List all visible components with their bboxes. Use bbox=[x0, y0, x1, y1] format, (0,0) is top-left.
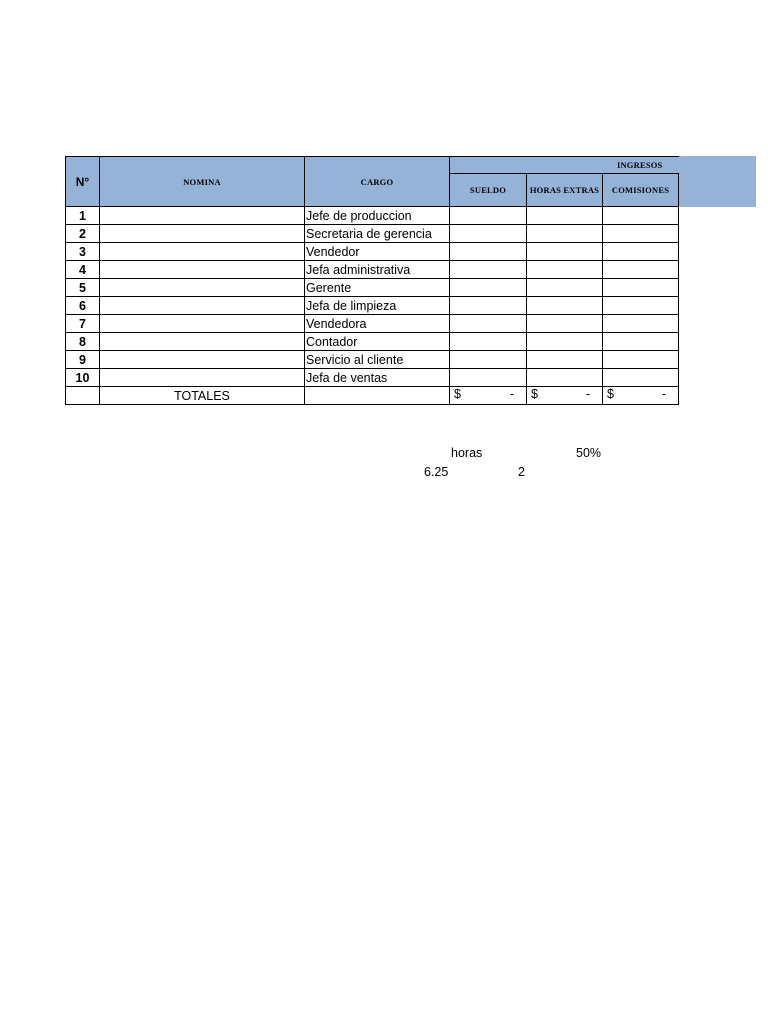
sueldo-cell[interactable] bbox=[450, 207, 527, 225]
comisiones-cell[interactable] bbox=[603, 369, 679, 387]
row-number[interactable]: 4 bbox=[66, 261, 100, 279]
total-sueldo-cell[interactable] bbox=[450, 387, 527, 405]
table-row bbox=[66, 297, 679, 315]
comisiones-cell[interactable] bbox=[603, 261, 679, 279]
sueldo-cell[interactable] bbox=[450, 225, 527, 243]
sueldo-cell[interactable] bbox=[450, 261, 527, 279]
horas-extras-cell[interactable] bbox=[527, 297, 603, 315]
cargo-cell[interactable]: Vendedora bbox=[305, 315, 450, 333]
horas-extras-cell[interactable] bbox=[527, 225, 603, 243]
cargo-cell[interactable]: Gerente bbox=[305, 279, 450, 297]
table-row bbox=[66, 207, 679, 225]
percent-value[interactable]: 50% bbox=[576, 446, 602, 460]
horas-label[interactable]: horas bbox=[451, 446, 483, 460]
row-number[interactable]: 3 bbox=[66, 243, 100, 261]
total-sueldo-value: - bbox=[509, 387, 514, 401]
horas-extras-cell[interactable] bbox=[527, 261, 603, 279]
horas-extras-cell[interactable] bbox=[527, 207, 603, 225]
currency-symbol: $ bbox=[454, 387, 461, 401]
horas-extras-cell[interactable] bbox=[527, 315, 603, 333]
nomina-cell[interactable] bbox=[100, 261, 305, 279]
header-comisiones[interactable]: COMISIONES bbox=[603, 174, 679, 207]
nomina-cell[interactable] bbox=[100, 369, 305, 387]
row-number[interactable]: 6 bbox=[66, 297, 100, 315]
nomina-cell[interactable] bbox=[100, 279, 305, 297]
row-number[interactable]: 1 bbox=[66, 207, 100, 225]
row-number[interactable]: 8 bbox=[66, 333, 100, 351]
header-cargo[interactable]: CARGO bbox=[305, 157, 450, 207]
table-row bbox=[66, 351, 679, 369]
row-number[interactable]: 9 bbox=[66, 351, 100, 369]
comisiones-cell[interactable] bbox=[603, 351, 679, 369]
nomina-cell[interactable] bbox=[100, 351, 305, 369]
cargo-cell[interactable]: Jefa de ventas bbox=[305, 369, 450, 387]
header-nomina[interactable]: NOMINA bbox=[100, 157, 305, 207]
comisiones-cell[interactable] bbox=[603, 225, 679, 243]
cargo-cell[interactable]: Secretaria de gerencia bbox=[305, 225, 450, 243]
header-sueldo[interactable]: SUELDO bbox=[450, 174, 527, 207]
horas-extras-cell[interactable] bbox=[527, 279, 603, 297]
totals-row bbox=[66, 387, 679, 405]
horas-extras-cell[interactable] bbox=[527, 333, 603, 351]
cargo-cell[interactable]: Jefa administrativa bbox=[305, 261, 450, 279]
cargo-cell[interactable]: Vendedor bbox=[305, 243, 450, 261]
total-comisiones-value: - bbox=[661, 387, 666, 401]
nomina-cell[interactable] bbox=[100, 315, 305, 333]
cargo-cell[interactable]: Servicio al cliente bbox=[305, 351, 450, 369]
total-horas-extras-cell[interactable] bbox=[527, 387, 603, 405]
cargo-cell[interactable]: Jefe de produccion bbox=[305, 207, 450, 225]
comisiones-cell[interactable] bbox=[603, 243, 679, 261]
total-comisiones-cell[interactable] bbox=[603, 387, 679, 405]
nomina-cell[interactable] bbox=[100, 225, 305, 243]
sueldo-cell[interactable] bbox=[450, 333, 527, 351]
totals-label[interactable]: TOTALES bbox=[100, 387, 305, 405]
row-number[interactable]: 2 bbox=[66, 225, 100, 243]
totals-cargo-cell[interactable] bbox=[305, 387, 450, 405]
cargo-cell[interactable]: Jefa de limpieza bbox=[305, 297, 450, 315]
sueldo-cell[interactable] bbox=[450, 297, 527, 315]
header-n[interactable]: N° bbox=[66, 157, 100, 207]
nomina-cell[interactable] bbox=[100, 297, 305, 315]
horas-extras-cell[interactable] bbox=[527, 369, 603, 387]
table-row bbox=[66, 333, 679, 351]
table-row bbox=[66, 261, 679, 279]
table-row bbox=[66, 225, 679, 243]
payroll-table bbox=[65, 156, 679, 405]
sueldo-cell[interactable] bbox=[450, 369, 527, 387]
comisiones-cell[interactable] bbox=[603, 279, 679, 297]
comisiones-cell[interactable] bbox=[603, 297, 679, 315]
horas-extras-cell[interactable] bbox=[527, 351, 603, 369]
sueldo-cell[interactable] bbox=[450, 243, 527, 261]
sueldo-cell[interactable] bbox=[450, 315, 527, 333]
totals-blank-cell[interactable] bbox=[66, 387, 100, 405]
header-ingresos[interactable]: INGRESOS bbox=[450, 157, 679, 174]
header-fill-band bbox=[679, 156, 756, 207]
table-row bbox=[66, 279, 679, 297]
row-number[interactable]: 10 bbox=[66, 369, 100, 387]
comisiones-cell[interactable] bbox=[603, 315, 679, 333]
value-a[interactable]: 6.25 bbox=[424, 465, 449, 479]
currency-symbol: $ bbox=[607, 387, 614, 401]
table-row bbox=[66, 315, 679, 333]
row-number[interactable]: 5 bbox=[66, 279, 100, 297]
horas-extras-cell[interactable] bbox=[527, 243, 603, 261]
table-row bbox=[66, 243, 679, 261]
sueldo-cell[interactable] bbox=[450, 351, 527, 369]
sueldo-cell[interactable] bbox=[450, 279, 527, 297]
cargo-cell[interactable]: Contador bbox=[305, 333, 450, 351]
value-b[interactable]: 2 bbox=[518, 465, 525, 479]
total-horas-extras-value: - bbox=[585, 387, 590, 401]
header-horas-extras[interactable]: HORAS EXTRAS bbox=[527, 174, 603, 207]
table-row bbox=[66, 369, 679, 387]
nomina-cell[interactable] bbox=[100, 243, 305, 261]
row-number[interactable]: 7 bbox=[66, 315, 100, 333]
nomina-cell[interactable] bbox=[100, 207, 305, 225]
nomina-cell[interactable] bbox=[100, 333, 305, 351]
currency-symbol: $ bbox=[531, 387, 538, 401]
comisiones-cell[interactable] bbox=[603, 207, 679, 225]
comisiones-cell[interactable] bbox=[603, 333, 679, 351]
